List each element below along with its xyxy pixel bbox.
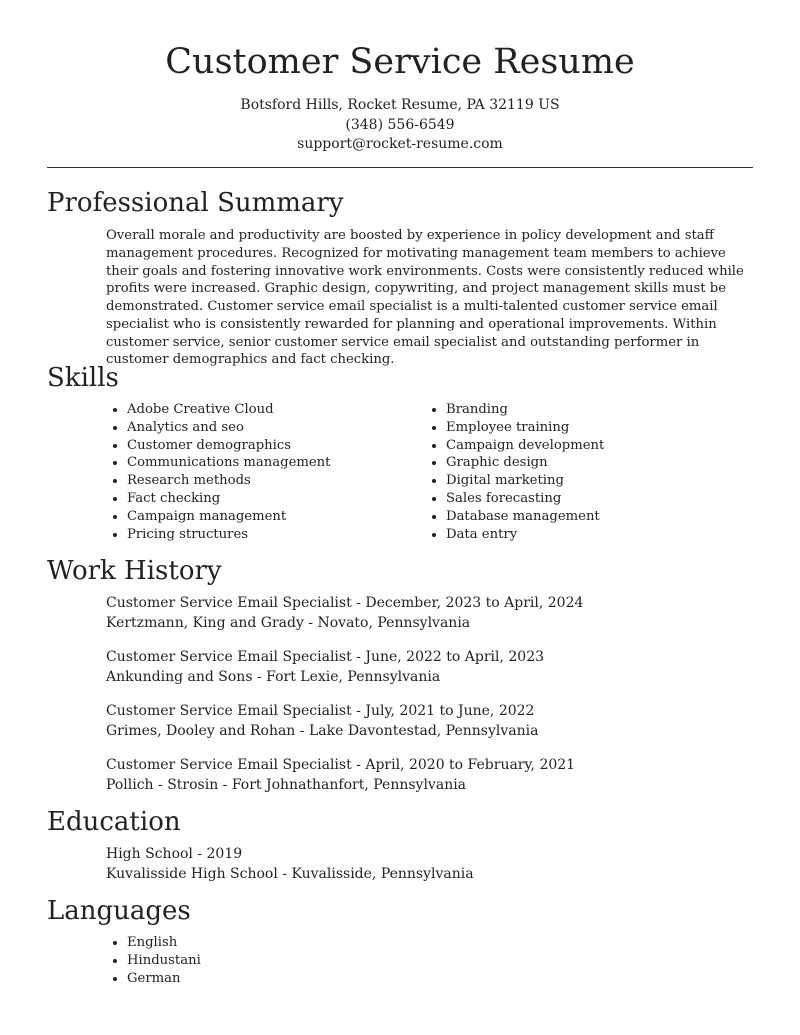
skills-column-left [106, 401, 425, 543]
job-title-dates: Customer Service Email Specialist - July, 2021 to June, 2022 [106, 703, 535, 719]
skill-item: • Digital marketing [446, 472, 604, 490]
skills-column-right [425, 401, 604, 543]
skill-item: • Customer demographics [127, 437, 425, 455]
skill-item: • Research methods [127, 472, 425, 490]
skill-item: • Fact checking [127, 490, 425, 508]
job-title-dates: Customer Service Email Specialist - April, 2020 to February, 2021 [106, 757, 576, 773]
skill-item: • Pricing structures [127, 526, 425, 544]
skill-item: • Branding [446, 401, 604, 419]
summary-text: Overall morale and productivity are boosted by experience in policy development and staff management procedures. Recognized for motivating management team members to achieve their goals and fostering innovative work environments. Costs were consistently reduced while profits were increased. Graphic design, copywriting, and project management skills must be demonstrated. Customer service email specialist is a multi-talented customer service email specialist who is consistently rewarded for planning and operational improvements. Within customer service, senior customer service email specialist and outstanding performer in customer demographics and fact checking. [106, 228, 744, 368]
education-entry [106, 845, 474, 884]
section-title-languages: Languages [47, 896, 191, 926]
skill-item: • Analytics and seo [127, 419, 425, 437]
job-company-location: Grimes, Dooley and Rohan - Lake Davontestad, Pennsylvania [106, 722, 539, 739]
skill-item: • Campaign management [127, 508, 425, 526]
education-school-location: Kuvalisside High School - Kuvalisside, Pennsylvania [106, 865, 474, 882]
job-entry [106, 756, 575, 795]
job-title-dates: Customer Service Email Specialist - December, 2023 to April, 2024 [106, 595, 584, 611]
job-company-location: Pollich - Strosin - Fort Johnathanfort, Pennsylvania [106, 776, 467, 793]
section-title-work-history: Work History [47, 556, 222, 586]
languages-list [106, 934, 201, 987]
section-title-education: Education [47, 807, 181, 837]
language-item: • German [127, 970, 201, 988]
skills-list [106, 401, 746, 543]
skill-item: • Data entry [446, 526, 604, 544]
job-entry [106, 648, 544, 687]
section-title-skills: Skills [47, 363, 119, 393]
job-company-location: Kertzmann, King and Grady - Novato, Pennsylvania [106, 614, 471, 631]
job-company-location: Ankunding and Sons - Fort Lexie, Pennsylvania [106, 668, 441, 685]
skill-item: • Campaign development [446, 437, 604, 455]
language-item: • Hindustani [127, 952, 201, 970]
section-title-summary: Professional Summary [47, 188, 344, 218]
resume-name: Customer Service Resume [165, 42, 635, 82]
skill-item: • Communications management [127, 454, 425, 472]
contact-phone: (348) 556-6549 [345, 116, 455, 133]
language-item: • English [127, 934, 201, 952]
resume-header [0, 0, 800, 155]
education-degree-year: High School - 2019 [106, 846, 243, 862]
contact-block [0, 96, 800, 155]
job-entry [106, 702, 538, 741]
contact-email: support@rocket-resume.com [297, 136, 503, 152]
job-entry [106, 594, 583, 633]
skill-item: • Employee training [446, 419, 604, 437]
header-divider [47, 167, 753, 168]
skill-item: • Database management [446, 508, 604, 526]
skill-item: • Sales forecasting [446, 490, 604, 508]
contact-address: Botsford Hills, Rocket Resume, PA 32119 US [240, 97, 560, 113]
job-title-dates: Customer Service Email Specialist - June, 2022 to April, 2023 [106, 649, 545, 665]
skill-item: • Adobe Creative Cloud [127, 401, 425, 419]
skill-item: • Graphic design [446, 454, 604, 472]
